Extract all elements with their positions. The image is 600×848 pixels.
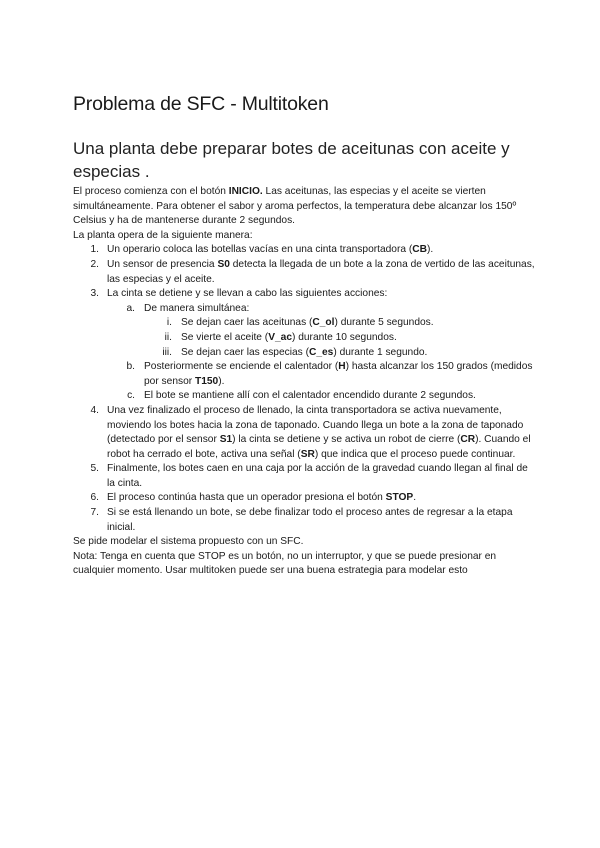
list-marker: i.: [166, 317, 172, 329]
note-paragraph: Nota: Tenga en cuenta que STOP es un botón, no un interruptor, y que se puede presionar en cualquier momento. Usar multitoken puede ser una buena estrategia para modelar esto: [73, 550, 497, 577]
bold-term: V_ac: [268, 331, 292, 343]
list-marker: 2.: [90, 258, 99, 270]
text-run: Posteriormente se enciende el calentador (: [144, 361, 339, 373]
list-marker: a.: [126, 302, 135, 314]
bold-term: INICIO.: [228, 186, 263, 197]
text-run: El bote se mantiene allí con el calentador encendido durante 2 segundos.: [144, 390, 476, 402]
text-run: Se vierte el aceite (: [181, 331, 269, 343]
intro-paragraph: [73, 185, 535, 229]
steps-list: [73, 243, 535, 535]
text-run: Una vez finalizado el proceso de llenado, la cinta transportadora se activa nuevamente, moviendo los botes hacia la zona de taponado. Cuando llega un bote a la zona de taponado (detectado por el sensor: [107, 404, 524, 446]
text-run: ) hasta alcanzar los 150 grados (medidos por sensor: [144, 361, 533, 387]
list-item: [73, 360, 535, 389]
lead-paragraph: La planta opera de la siguiente manera:: [73, 229, 253, 241]
text-run: La cinta se detiene y se llevan a cabo las siguientes acciones:: [107, 288, 388, 300]
list-item: [73, 389, 535, 404]
text-run: El proceso continúa hasta que un operador presiona el botón: [107, 492, 386, 504]
text-run: Un sensor de presencia: [107, 258, 218, 270]
bold-term: S1: [219, 434, 233, 446]
list-item: [73, 243, 535, 258]
list-marker: 1.: [90, 244, 99, 256]
list-marker: 7.: [90, 507, 99, 519]
bold-term: C_es: [308, 346, 334, 358]
page-title: Problema de SFC - Multitoken: [73, 93, 329, 115]
bold-term: CR: [460, 434, 476, 446]
list-item: [73, 287, 535, 302]
problem-body: [73, 185, 535, 579]
list-marker: 5.: [90, 463, 99, 475]
list-item: [73, 258, 535, 287]
text-run: Se dejan caer las especias (: [181, 346, 309, 358]
text-run: Finalmente, los botes caen en una caja por la acción de la gravedad cuando llegan al final de la cinta.: [107, 463, 528, 489]
list-marker: iii.: [162, 346, 172, 358]
closing-paragraph: Se pide modelar el sistema propuesto con un SFC.: [73, 536, 304, 548]
bold-term: H: [338, 361, 346, 373]
list-item: [73, 506, 535, 535]
text-run: ).: [426, 244, 434, 256]
problem-subtitle: Una planta debe preparar botes de aceitunas con aceite y especias .: [73, 139, 510, 181]
text-run: detecta la llegada de un bote a la zona de vertido de las aceitunas, las especias y el aceite.: [107, 258, 535, 285]
text-run: Las aceitunas, las especias y el aceite se vierten simultáneamente. Para obtener el sabor y aroma perfectos, la temperatura debe alcanzar los 150º Celsius y ha de mantenerse durante 2 segundos.: [73, 186, 517, 227]
text-run: De manera simultánea:: [144, 302, 250, 314]
text-run: ).: [218, 375, 225, 387]
list-item: [73, 491, 535, 506]
text-run: ). Cuando el robot ha cerrado el bote, activa una señal (: [107, 434, 531, 460]
list-item: [73, 331, 535, 346]
bold-term: STOP: [385, 492, 414, 504]
text-run: Se dejan caer las aceitunas (: [181, 317, 313, 329]
list-item: [73, 316, 535, 331]
list-item: [73, 302, 535, 317]
text-run: El proceso comienza con el botón: [73, 186, 229, 197]
bold-term: SR: [300, 448, 315, 460]
text-run: Si se está llenando un bote, se debe finalizar todo el proceso antes de regresar a la etapa inicial.: [107, 507, 513, 533]
text-run: .: [413, 492, 417, 504]
list-item: [73, 346, 535, 361]
list-marker: 3.: [90, 288, 99, 300]
text-run: ) durante 5 segundos.: [334, 317, 434, 329]
list-item: [73, 462, 535, 491]
list-marker: 4.: [90, 404, 99, 416]
list-marker: 6.: [90, 492, 99, 504]
text-run: Un operario coloca las botellas vacías en una cinta transportadora (: [107, 244, 413, 256]
text-run: ) durante 10 segundos.: [292, 331, 397, 343]
text-run: ) la cinta se detiene y se activa un robot de cierre (: [232, 434, 461, 446]
bold-term: CB: [412, 244, 427, 256]
text-run: ) durante 1 segundo.: [333, 346, 428, 358]
list-item: [73, 404, 535, 462]
bold-term: C_ol: [312, 317, 335, 329]
list-marker: ii.: [164, 331, 172, 343]
bold-term: S0: [217, 258, 230, 270]
list-marker: b.: [126, 361, 135, 373]
list-marker: c.: [127, 390, 135, 402]
bold-term: T150: [194, 375, 219, 387]
text-run: ) que indica que el proceso puede continuar.: [314, 448, 516, 460]
